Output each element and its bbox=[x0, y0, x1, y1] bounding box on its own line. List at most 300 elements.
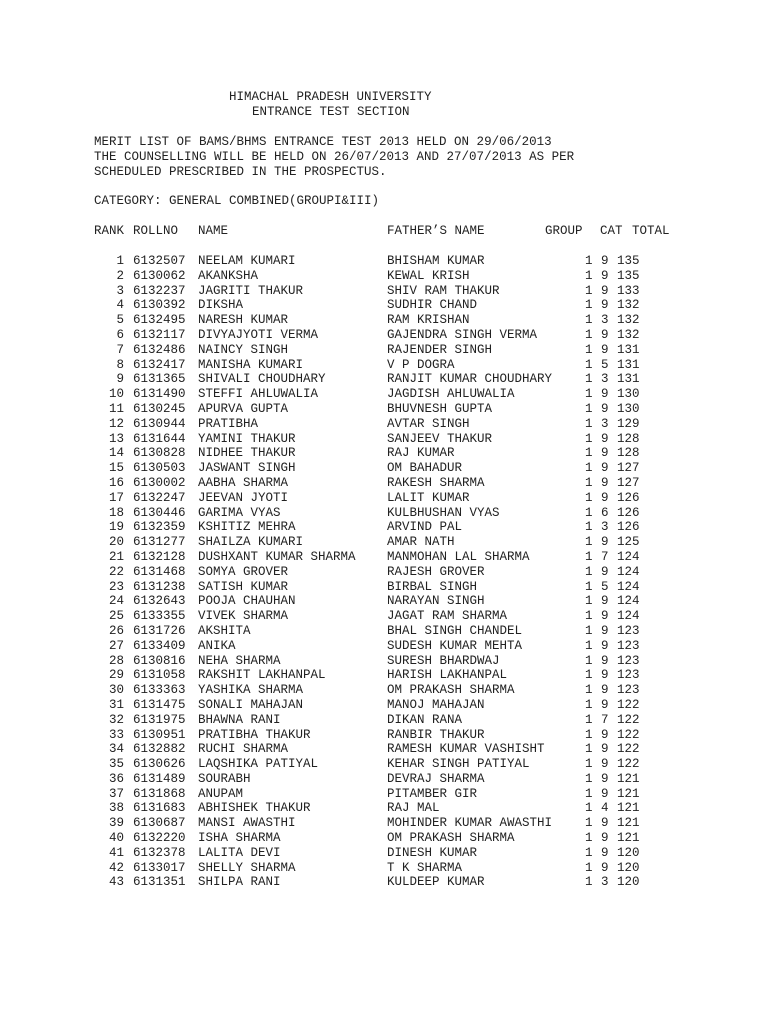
rollno-cell: 6132507 bbox=[133, 254, 186, 268]
rank-cell: 7 bbox=[116, 342, 124, 357]
name-cell: JASWANT SINGH bbox=[198, 461, 296, 476]
table-row bbox=[0, 846, 768, 861]
group-cell: 1 bbox=[585, 431, 593, 446]
total-cell: 131 bbox=[617, 342, 640, 357]
rollno-cell: 6132359 bbox=[133, 520, 186, 535]
rank-cell: 41 bbox=[108, 845, 124, 860]
name-cell: RUCHI SHARMA bbox=[198, 742, 289, 757]
group-cell: 1 bbox=[585, 372, 593, 387]
rank-cell: 20 bbox=[108, 535, 124, 550]
father-name-cell: HARISH LAKHANPAL bbox=[387, 668, 508, 683]
cat-cell: 3 bbox=[601, 875, 609, 890]
rollno-cell: 6131975 bbox=[133, 712, 186, 727]
father-name-cell: PITAMBER GIR bbox=[387, 786, 478, 801]
group-cell: 1 bbox=[585, 505, 593, 520]
group-cell: 1 bbox=[585, 712, 593, 727]
table-row bbox=[0, 417, 768, 432]
father-name-cell: ARVIND PAL bbox=[387, 520, 463, 535]
rollno-cell: 6132117 bbox=[133, 327, 186, 342]
name-cell: VIVEK SHARMA bbox=[198, 609, 289, 624]
group-cell: 1 bbox=[585, 342, 593, 357]
total-cell: 130 bbox=[617, 387, 640, 402]
rollno-cell: 6131277 bbox=[133, 535, 186, 550]
name-cell: KSHITIZ MEHRA bbox=[198, 520, 296, 535]
father-name-cell: LALIT KUMAR bbox=[387, 490, 470, 505]
name-cell: POOJA CHAUHAN bbox=[198, 594, 296, 609]
table-row bbox=[0, 269, 768, 284]
merit-table-body bbox=[0, 254, 768, 890]
cat-cell: 9 bbox=[601, 653, 609, 668]
father-name-cell: DIKAN RANA bbox=[387, 712, 463, 727]
rollno-cell: 6130392 bbox=[133, 298, 186, 313]
total-cell: 132 bbox=[617, 313, 640, 328]
rank-cell: 24 bbox=[108, 594, 124, 609]
group-cell: 1 bbox=[585, 490, 593, 505]
group-cell: 1 bbox=[585, 786, 593, 801]
rollno-cell: 6131468 bbox=[133, 564, 186, 579]
rollno-cell: 6130828 bbox=[133, 446, 186, 461]
father-name-cell: JAGDISH AHLUWALIA bbox=[387, 387, 515, 402]
father-name-cell: RAJENDER SINGH bbox=[387, 342, 493, 357]
col-header-father: FATHER’S NAME bbox=[387, 224, 485, 238]
rollno-cell: 6130503 bbox=[133, 461, 186, 476]
cat-cell: 9 bbox=[601, 268, 609, 283]
rank-cell: 35 bbox=[108, 757, 124, 772]
cat-cell: 9 bbox=[601, 845, 609, 860]
rank-cell: 13 bbox=[108, 431, 124, 446]
name-cell: DIVYAJYOTI VERMA bbox=[198, 327, 319, 342]
section-title: ENTRANCE TEST SECTION bbox=[252, 105, 410, 119]
rank-cell: 31 bbox=[108, 697, 124, 712]
total-cell: 132 bbox=[617, 298, 640, 313]
rollno-cell: 6131058 bbox=[133, 668, 186, 683]
cat-cell: 9 bbox=[601, 727, 609, 742]
group-cell: 1 bbox=[585, 668, 593, 683]
name-cell: AKANKSHA bbox=[198, 268, 259, 283]
father-name-cell: SUDESH KUMAR MEHTA bbox=[387, 638, 523, 653]
total-cell: 124 bbox=[617, 594, 640, 609]
father-name-cell: RANBIR THAKUR bbox=[387, 727, 485, 742]
rank-cell: 18 bbox=[108, 505, 124, 520]
cat-cell: 9 bbox=[601, 638, 609, 653]
col-header-total: TOTAL bbox=[632, 224, 670, 238]
table-row bbox=[0, 742, 768, 757]
father-name-cell: OM PRAKASH SHARMA bbox=[387, 831, 515, 846]
group-cell: 1 bbox=[585, 283, 593, 298]
group-cell: 1 bbox=[585, 446, 593, 461]
total-cell: 130 bbox=[617, 401, 640, 416]
group-cell: 1 bbox=[585, 461, 593, 476]
rank-cell: 28 bbox=[108, 653, 124, 668]
table-row bbox=[0, 801, 768, 816]
total-cell: 131 bbox=[617, 357, 640, 372]
father-name-cell: AMAR NATH bbox=[387, 535, 455, 550]
father-name-cell: AVTAR SINGH bbox=[387, 416, 470, 431]
cat-cell: 9 bbox=[601, 387, 609, 402]
cat-cell: 9 bbox=[601, 594, 609, 609]
rollno-cell: 6131365 bbox=[133, 372, 186, 387]
group-cell: 1 bbox=[585, 609, 593, 624]
table-row bbox=[0, 254, 768, 269]
total-cell: 127 bbox=[617, 461, 640, 476]
total-cell: 128 bbox=[617, 446, 640, 461]
rollno-cell: 6130626 bbox=[133, 757, 186, 772]
university-title: HIMACHAL PRADESH UNIVERSITY bbox=[229, 90, 432, 104]
rollno-cell: 6131683 bbox=[133, 801, 186, 816]
father-name-cell: SURESH BHARDWAJ bbox=[387, 653, 500, 668]
rollno-cell: 6130951 bbox=[133, 727, 186, 742]
group-cell: 1 bbox=[585, 801, 593, 816]
total-cell: 131 bbox=[617, 372, 640, 387]
table-row bbox=[0, 358, 768, 373]
father-name-cell: NARAYAN SINGH bbox=[387, 594, 485, 609]
total-cell: 123 bbox=[617, 623, 640, 638]
rollno-cell: 6133363 bbox=[133, 683, 186, 698]
rank-cell: 3 bbox=[116, 283, 124, 298]
name-cell: NEELAM KUMARI bbox=[198, 254, 296, 268]
table-row bbox=[0, 476, 768, 491]
rank-cell: 14 bbox=[108, 446, 124, 461]
name-cell: SHILPA RANI bbox=[198, 875, 281, 890]
father-name-cell: KULBHUSHAN VYAS bbox=[387, 505, 500, 520]
father-name-cell: RAMESH KUMAR VASHISHT bbox=[387, 742, 545, 757]
name-cell: STEFFI AHLUWALIA bbox=[198, 387, 319, 402]
rank-cell: 8 bbox=[116, 357, 124, 372]
total-cell: 123 bbox=[617, 668, 640, 683]
name-cell: MANISHA KUMARI bbox=[198, 357, 304, 372]
total-cell: 122 bbox=[617, 757, 640, 772]
cat-cell: 9 bbox=[601, 475, 609, 490]
name-cell: SOURABH bbox=[198, 771, 251, 786]
table-row bbox=[0, 328, 768, 343]
rollno-cell: 6132417 bbox=[133, 357, 186, 372]
rank-cell: 22 bbox=[108, 564, 124, 579]
father-name-cell: SUDHIR CHAND bbox=[387, 298, 478, 313]
table-row bbox=[0, 580, 768, 595]
rank-cell: 4 bbox=[116, 298, 124, 313]
rank-cell: 21 bbox=[108, 549, 124, 564]
total-cell: 121 bbox=[617, 831, 640, 846]
father-name-cell: BIRBAL SINGH bbox=[387, 579, 478, 594]
cat-cell: 4 bbox=[601, 801, 609, 816]
cat-cell: 9 bbox=[601, 668, 609, 683]
rollno-cell: 6130245 bbox=[133, 401, 186, 416]
total-cell: 123 bbox=[617, 638, 640, 653]
rollno-cell: 6132237 bbox=[133, 283, 186, 298]
cat-cell: 3 bbox=[601, 416, 609, 431]
group-cell: 1 bbox=[585, 594, 593, 609]
table-row bbox=[0, 372, 768, 387]
rollno-cell: 6132378 bbox=[133, 845, 186, 860]
group-cell: 1 bbox=[585, 683, 593, 698]
total-cell: 120 bbox=[617, 845, 640, 860]
name-cell: ABHISHEK THAKUR bbox=[198, 801, 311, 816]
col-header-group: GROUP bbox=[545, 224, 583, 238]
father-name-cell: BHISHAM KUMAR bbox=[387, 254, 485, 268]
table-row bbox=[0, 446, 768, 461]
total-cell: 129 bbox=[617, 416, 640, 431]
father-name-cell: OM BAHADUR bbox=[387, 461, 463, 476]
total-cell: 122 bbox=[617, 742, 640, 757]
rollno-cell: 6133409 bbox=[133, 638, 186, 653]
cat-cell: 9 bbox=[601, 446, 609, 461]
total-cell: 120 bbox=[617, 875, 640, 890]
father-name-cell: MANMOHAN LAL SHARMA bbox=[387, 549, 530, 564]
group-cell: 1 bbox=[585, 831, 593, 846]
rank-cell: 26 bbox=[108, 623, 124, 638]
group-cell: 1 bbox=[585, 623, 593, 638]
notice-line-3: SCHEDULED PRESCRIBED IN THE PROSPECTUS. bbox=[94, 165, 387, 179]
father-name-cell: KEHAR SINGH PATIYAL bbox=[387, 757, 530, 772]
table-row bbox=[0, 594, 768, 609]
rank-cell: 25 bbox=[108, 609, 124, 624]
total-cell: 120 bbox=[617, 860, 640, 875]
rollno-cell: 6130687 bbox=[133, 816, 186, 831]
rank-cell: 27 bbox=[108, 638, 124, 653]
name-cell: AKSHITA bbox=[198, 623, 251, 638]
cat-cell: 9 bbox=[601, 771, 609, 786]
name-cell: YASHIKA SHARMA bbox=[198, 683, 304, 698]
total-cell: 125 bbox=[617, 535, 640, 550]
cat-cell: 9 bbox=[601, 816, 609, 831]
name-cell: SHELLY SHARMA bbox=[198, 860, 296, 875]
father-name-cell: RAJ MAL bbox=[387, 801, 440, 816]
cat-cell: 9 bbox=[601, 431, 609, 446]
rollno-cell: 6131351 bbox=[133, 875, 186, 890]
table-row bbox=[0, 787, 768, 802]
father-name-cell: SHIV RAM THAKUR bbox=[387, 283, 500, 298]
total-cell: 132 bbox=[617, 327, 640, 342]
rank-cell: 34 bbox=[108, 742, 124, 757]
name-cell: GARIMA VYAS bbox=[198, 505, 281, 520]
table-row bbox=[0, 816, 768, 831]
rollno-cell: 6130944 bbox=[133, 416, 186, 431]
notice-line-2: THE COUNSELLING WILL BE HELD ON 26/07/2013 AND 27/07/2013 AS PER bbox=[94, 150, 575, 164]
total-cell: 124 bbox=[617, 549, 640, 564]
rank-cell: 9 bbox=[116, 372, 124, 387]
cat-cell: 5 bbox=[601, 579, 609, 594]
rank-cell: 10 bbox=[108, 387, 124, 402]
group-cell: 1 bbox=[585, 875, 593, 890]
name-cell: SONALI MAHAJAN bbox=[198, 697, 304, 712]
group-cell: 1 bbox=[585, 727, 593, 742]
rank-cell: 30 bbox=[108, 683, 124, 698]
rollno-cell: 6131490 bbox=[133, 387, 186, 402]
cat-cell: 9 bbox=[601, 742, 609, 757]
table-row bbox=[0, 861, 768, 876]
rollno-cell: 6131489 bbox=[133, 771, 186, 786]
group-cell: 1 bbox=[585, 298, 593, 313]
group-cell: 1 bbox=[585, 387, 593, 402]
group-cell: 1 bbox=[585, 520, 593, 535]
table-row bbox=[0, 772, 768, 787]
cat-cell: 9 bbox=[601, 298, 609, 313]
father-name-cell: T K SHARMA bbox=[387, 860, 463, 875]
rank-cell: 38 bbox=[108, 801, 124, 816]
rollno-cell: 6130002 bbox=[133, 475, 186, 490]
father-name-cell: KULDEEP KUMAR bbox=[387, 875, 485, 890]
table-row bbox=[0, 313, 768, 328]
group-cell: 1 bbox=[585, 313, 593, 328]
total-cell: 124 bbox=[617, 609, 640, 624]
name-cell: PRATIBHA THAKUR bbox=[198, 727, 311, 742]
group-cell: 1 bbox=[585, 475, 593, 490]
total-cell: 128 bbox=[617, 431, 640, 446]
rank-cell: 6 bbox=[116, 327, 124, 342]
cat-cell: 9 bbox=[601, 254, 609, 268]
rollno-cell: 6132643 bbox=[133, 594, 186, 609]
rollno-cell: 6132882 bbox=[133, 742, 186, 757]
rollno-cell: 6130446 bbox=[133, 505, 186, 520]
cat-cell: 9 bbox=[601, 609, 609, 624]
cat-cell: 7 bbox=[601, 549, 609, 564]
table-row bbox=[0, 461, 768, 476]
group-cell: 1 bbox=[585, 742, 593, 757]
name-cell: RAKSHIT LAKHANPAL bbox=[198, 668, 326, 683]
table-row bbox=[0, 728, 768, 743]
father-name-cell: DINESH KUMAR bbox=[387, 845, 478, 860]
name-cell: LALITA DEVI bbox=[198, 845, 281, 860]
name-cell: APURVA GUPTA bbox=[198, 401, 289, 416]
cat-cell: 9 bbox=[601, 786, 609, 801]
total-cell: 122 bbox=[617, 697, 640, 712]
name-cell: ISHA SHARMA bbox=[198, 831, 281, 846]
name-cell: NAINCY SINGH bbox=[198, 342, 289, 357]
table-row bbox=[0, 713, 768, 728]
total-cell: 121 bbox=[617, 816, 640, 831]
rank-cell: 16 bbox=[108, 475, 124, 490]
father-name-cell: MOHINDER KUMAR AWASTHI bbox=[387, 816, 553, 831]
cat-cell: 9 bbox=[601, 697, 609, 712]
table-row bbox=[0, 654, 768, 669]
cat-cell: 3 bbox=[601, 313, 609, 328]
group-cell: 1 bbox=[585, 816, 593, 831]
cat-cell: 5 bbox=[601, 357, 609, 372]
table-row bbox=[0, 565, 768, 580]
father-name-cell: MANOJ MAHAJAN bbox=[387, 697, 485, 712]
father-name-cell: KEWAL KRISH bbox=[387, 268, 470, 283]
group-cell: 1 bbox=[585, 268, 593, 283]
group-cell: 1 bbox=[585, 549, 593, 564]
rank-cell: 12 bbox=[108, 416, 124, 431]
name-cell: NIDHEE THAKUR bbox=[198, 446, 296, 461]
cat-cell: 9 bbox=[601, 327, 609, 342]
notice-line-1: MERIT LIST OF BAMS/BHMS ENTRANCE TEST 2013 HELD ON 29/06/2013 bbox=[94, 135, 552, 149]
group-cell: 1 bbox=[585, 653, 593, 668]
father-name-cell: SANJEEV THAKUR bbox=[387, 431, 493, 446]
total-cell: 126 bbox=[617, 505, 640, 520]
table-row bbox=[0, 506, 768, 521]
name-cell: YAMINI THAKUR bbox=[198, 431, 296, 446]
table-row bbox=[0, 639, 768, 654]
group-cell: 1 bbox=[585, 357, 593, 372]
cat-cell: 3 bbox=[601, 520, 609, 535]
rank-cell: 15 bbox=[108, 461, 124, 476]
table-row bbox=[0, 491, 768, 506]
col-header-name: NAME bbox=[198, 224, 229, 238]
rank-cell: 19 bbox=[108, 520, 124, 535]
cat-cell: 9 bbox=[601, 401, 609, 416]
table-row bbox=[0, 831, 768, 846]
rollno-cell: 6133017 bbox=[133, 860, 186, 875]
cat-cell: 9 bbox=[601, 757, 609, 772]
rank-cell: 5 bbox=[116, 313, 124, 328]
group-cell: 1 bbox=[585, 416, 593, 431]
cat-cell: 3 bbox=[601, 372, 609, 387]
rollno-cell: 6132247 bbox=[133, 490, 186, 505]
rank-cell: 17 bbox=[108, 490, 124, 505]
name-cell: SHIVALI CHOUDHARY bbox=[198, 372, 326, 387]
group-cell: 1 bbox=[585, 757, 593, 772]
total-cell: 121 bbox=[617, 786, 640, 801]
rank-cell: 43 bbox=[108, 875, 124, 890]
table-row bbox=[0, 535, 768, 550]
rank-cell: 1 bbox=[116, 254, 124, 268]
rollno-cell: 6131644 bbox=[133, 431, 186, 446]
rank-cell: 36 bbox=[108, 771, 124, 786]
table-row bbox=[0, 402, 768, 417]
name-cell: LAQSHIKA PATIYAL bbox=[198, 757, 319, 772]
father-name-cell: RAJESH GROVER bbox=[387, 564, 485, 579]
group-cell: 1 bbox=[585, 327, 593, 342]
name-cell: BHAWNA RANI bbox=[198, 712, 281, 727]
total-cell: 135 bbox=[617, 254, 640, 268]
group-cell: 1 bbox=[585, 401, 593, 416]
father-name-cell: GAJENDRA SINGH VERMA bbox=[387, 327, 538, 342]
group-cell: 1 bbox=[585, 579, 593, 594]
rank-cell: 29 bbox=[108, 668, 124, 683]
rollno-cell: 6131726 bbox=[133, 623, 186, 638]
name-cell: JEEVAN JYOTI bbox=[198, 490, 289, 505]
table-row bbox=[0, 550, 768, 565]
father-name-cell: BHAL SINGH CHANDEL bbox=[387, 623, 523, 638]
col-header-cat: CAT bbox=[600, 224, 623, 238]
cat-cell: 9 bbox=[601, 342, 609, 357]
rollno-cell: 6130062 bbox=[133, 268, 186, 283]
cat-cell: 9 bbox=[601, 283, 609, 298]
name-cell: DUSHXANT KUMAR SHARMA bbox=[198, 549, 356, 564]
table-row bbox=[0, 668, 768, 683]
table-row bbox=[0, 520, 768, 535]
cat-cell: 9 bbox=[601, 461, 609, 476]
table-row bbox=[0, 609, 768, 624]
name-cell: SATISH KUMAR bbox=[198, 579, 289, 594]
group-cell: 1 bbox=[585, 535, 593, 550]
table-row bbox=[0, 343, 768, 358]
name-cell: AABHA SHARMA bbox=[198, 475, 289, 490]
name-cell: ANIKA bbox=[198, 638, 236, 653]
father-name-cell: V P DOGRA bbox=[387, 357, 455, 372]
rollno-cell: 6132486 bbox=[133, 342, 186, 357]
total-cell: 122 bbox=[617, 712, 640, 727]
col-header-rank: RANK bbox=[94, 224, 125, 238]
group-cell: 1 bbox=[585, 564, 593, 579]
rollno-cell: 6131238 bbox=[133, 579, 186, 594]
cat-cell: 6 bbox=[601, 505, 609, 520]
name-cell: NARESH KUMAR bbox=[198, 313, 289, 328]
rank-cell: 37 bbox=[108, 786, 124, 801]
cat-cell: 9 bbox=[601, 860, 609, 875]
table-row bbox=[0, 387, 768, 402]
rollno-cell: 6130816 bbox=[133, 653, 186, 668]
father-name-cell: DEVRAJ SHARMA bbox=[387, 771, 485, 786]
rank-cell: 23 bbox=[108, 579, 124, 594]
name-cell: NEHA SHARMA bbox=[198, 653, 281, 668]
rank-cell: 42 bbox=[108, 860, 124, 875]
total-cell: 121 bbox=[617, 801, 640, 816]
name-cell: ANUPAM bbox=[198, 786, 244, 801]
name-cell: SOMYA GROVER bbox=[198, 564, 289, 579]
